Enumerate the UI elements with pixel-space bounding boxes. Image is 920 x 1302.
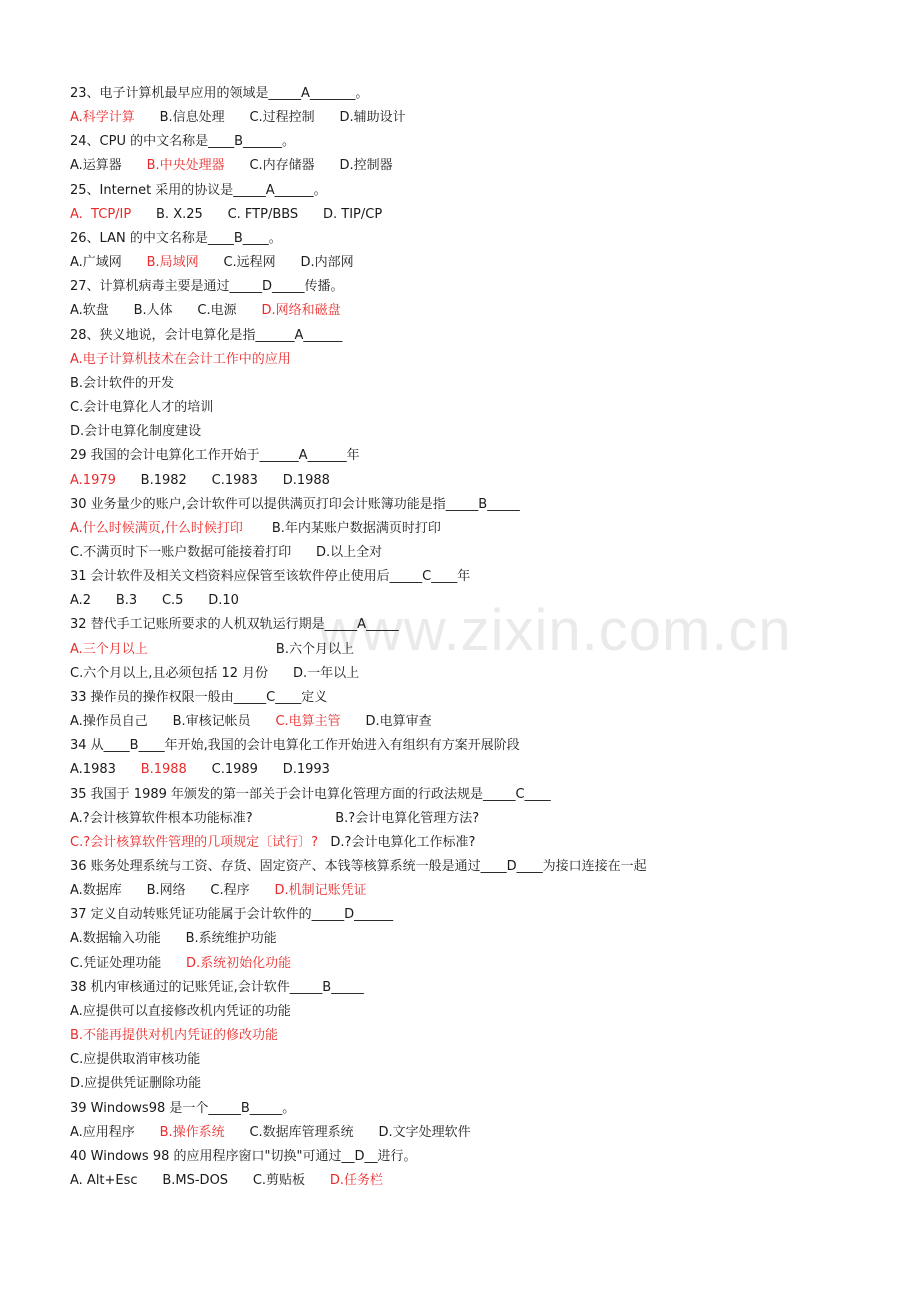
question-text: 30 业务量少的账户,会计软件可以提供满页打印会计账簿功能是指_____B_____ [70, 496, 520, 512]
text-line [70, 130, 870, 154]
question-text: 31 会计软件及相关文档资料应保管至该软件停止使用后_____C____年 [70, 569, 471, 585]
question-text: 38 机内审核通过的记账凭证,会计软件_____B_____ [70, 979, 364, 995]
question-text: 26、LAN 的中文名称是____B____。 [70, 230, 282, 246]
question-text: B.会计软件的开发 [70, 375, 175, 391]
text-line [70, 299, 870, 323]
question-text: 25、Internet 采用的协议是_____A______。 [70, 182, 327, 198]
question-text: 29 我国的会计电算化工作开始于______A______年 [70, 448, 360, 464]
text-line [70, 783, 870, 807]
text-line [70, 541, 870, 565]
question-text: A.2 B.3 C.5 D.10 [70, 593, 239, 609]
text-line [70, 565, 870, 589]
text-line [70, 710, 870, 734]
question-text: A.数据库 B.网络 C.程序 [70, 883, 275, 899]
question-text: B.年内某账户数据满页时打印 [242, 520, 441, 536]
question-text: 23、电子计算机最早应用的领域是_____A_______。 [70, 86, 369, 101]
text-line [70, 372, 870, 396]
answer-text: C.电算主管 [275, 714, 341, 730]
answer-text: C.?会计核算软件管理的几项规定〔试行〕? [70, 834, 319, 850]
text-line [70, 444, 870, 468]
question-text: B.信息处理 C.过程控制 D.辅助设计 [134, 110, 406, 126]
question-text: A.应提供可以直接修改机内凭证的功能 [70, 1003, 291, 1019]
question-text: 37 定义自动转账凭证功能属于会计软件的_____D______ [70, 907, 394, 923]
answer-text: D.网络和磁盘 [261, 303, 341, 319]
question-text: A.广域网 [70, 255, 147, 271]
text-line [70, 662, 870, 686]
question-text: 33 操作员的操作权限一般由_____C____定义 [70, 689, 328, 705]
question-text: 39 Windows98 是一个_____B_____。 [70, 1100, 296, 1116]
question-text: A.应用程序 [70, 1124, 160, 1140]
question-text: C.不满页时下一账户数据可能接着打印 D.以上全对 [70, 544, 383, 560]
question-text: A.软盘 B.人体 C.电源 [70, 303, 262, 319]
text-line [70, 831, 870, 855]
question-text: B.六个月以上 [147, 641, 354, 657]
text-line [70, 469, 870, 493]
answer-text: D.任务栏 [329, 1173, 384, 1189]
answer-text: B.操作系统 [159, 1124, 225, 1140]
text-line [70, 1072, 870, 1096]
text-line [70, 1169, 870, 1193]
question-text: B. X.25 C. FTP/BBS D. TIP/CP [131, 206, 383, 222]
question-text: C.远程网 D.内部网 [198, 255, 354, 271]
question-text: 32 替代手工记账所要求的人机双轨运行期是_____A_____ [70, 617, 399, 633]
answer-text: A.什么时候满页,什么时候打印 [70, 520, 243, 536]
question-text: D.电算审查 [340, 714, 432, 730]
question-text: 27、计算机病毒主要是通过_____D_____传播。 [70, 279, 344, 295]
text-line [70, 903, 870, 927]
text-line [70, 154, 870, 178]
question-text: A.操作员自己 B.审核记帐员 [70, 714, 276, 730]
text-line [70, 1097, 870, 1121]
text-line [70, 976, 870, 1000]
answer-text: D.机制记账凭证 [274, 883, 367, 899]
text-line [70, 1048, 870, 1072]
question-text: D.会计电算化制度建设 [70, 424, 202, 440]
text-line [70, 589, 870, 613]
question-text: A.?会计核算软件根本功能标准? B.?会计电算化管理方法? [70, 810, 480, 826]
text-line [70, 1024, 870, 1048]
answer-text: A. TCP/IP [70, 206, 132, 222]
text-line [70, 952, 870, 976]
text-line [70, 251, 870, 275]
text-line [70, 807, 870, 831]
text-line [70, 879, 870, 903]
question-text: 40 Windows 98 的应用程序窗口"切换"可通过__D__进行。 [70, 1148, 417, 1164]
question-text: C.数据库管理系统 D.文字处理软件 [224, 1124, 471, 1140]
text-line [70, 734, 870, 758]
answer-text: B.中央处理器 [146, 158, 225, 174]
question-text: A.数据输入功能 B.系统维护功能 [70, 931, 277, 947]
text-line [70, 686, 870, 710]
question-text: C.凭证处理功能 [70, 955, 187, 971]
answer-text: B.局域网 [146, 255, 199, 271]
answer-text: B.1988 [140, 762, 187, 778]
text-line [70, 517, 870, 541]
text-line [70, 1121, 870, 1145]
text-line [70, 348, 870, 372]
question-text: B.1982 C.1983 D.1988 [115, 472, 330, 488]
text-line [70, 855, 870, 879]
answer-text: B.不能再提供对机内凭证的修改功能 [70, 1028, 279, 1044]
question-text: D.应提供凭证删除功能 [70, 1076, 202, 1092]
question-text: A.1983 [70, 762, 141, 778]
question-text: 34 从____B____年开始,我国的会计电算化工作开始进入有组织有方案开展阶段 [70, 738, 520, 754]
text-line [70, 275, 870, 299]
answer-text: A.三个月以上 [70, 641, 148, 657]
question-document [70, 82, 870, 1193]
text-line [70, 396, 870, 420]
answer-text: A.1979 [70, 472, 116, 488]
watermark: www.zixin.com.cn [318, 598, 792, 663]
question-text: 36 账务处理系统与工资、存货、固定资产、本钱等核算系统一般是通过____D____为接口连接在一起 [70, 859, 647, 874]
text-line [70, 613, 870, 637]
question-text: 28、狭义地说，会计电算化是指______A______ [70, 327, 343, 343]
text-line [70, 106, 870, 130]
text-line [70, 1000, 870, 1024]
question-text: A.运算器 [70, 158, 147, 174]
question-text: 35 我国于 1989 年颁发的第一部关于会计电算化管理方面的行政法规是_____C____ [70, 786, 551, 802]
answer-text: A.电子计算机技术在会计工作中的应用 [70, 351, 291, 367]
text-line [70, 927, 870, 951]
question-text: D.?会计电算化工作标准? [318, 834, 476, 850]
question-text: C.内存储器 D.控制器 [224, 158, 393, 174]
text-line [70, 1145, 870, 1169]
question-text: C.六个月以上,且必须包括 12 月份 D.一年以上 [70, 665, 360, 681]
text-line [70, 420, 870, 444]
question-text: 24、CPU 的中文名称是____B______。 [70, 134, 296, 150]
text-line [70, 82, 870, 106]
text-line [70, 493, 870, 517]
question-text: C.会计电算化人才的培训 [70, 400, 214, 416]
answer-text: D.系统初始化功能 [186, 955, 292, 971]
text-line [70, 638, 870, 662]
text-line [70, 227, 870, 251]
question-text: C.1989 D.1993 [186, 762, 330, 778]
text-line [70, 324, 870, 348]
text-line [70, 179, 870, 203]
text-line [70, 758, 870, 782]
question-text: A. Alt+Esc B.MS-DOS C.剪贴板 [70, 1173, 330, 1189]
text-line [70, 203, 870, 227]
answer-text: A.科学计算 [70, 110, 135, 126]
question-text: C.应提供取消审核功能 [70, 1052, 201, 1068]
